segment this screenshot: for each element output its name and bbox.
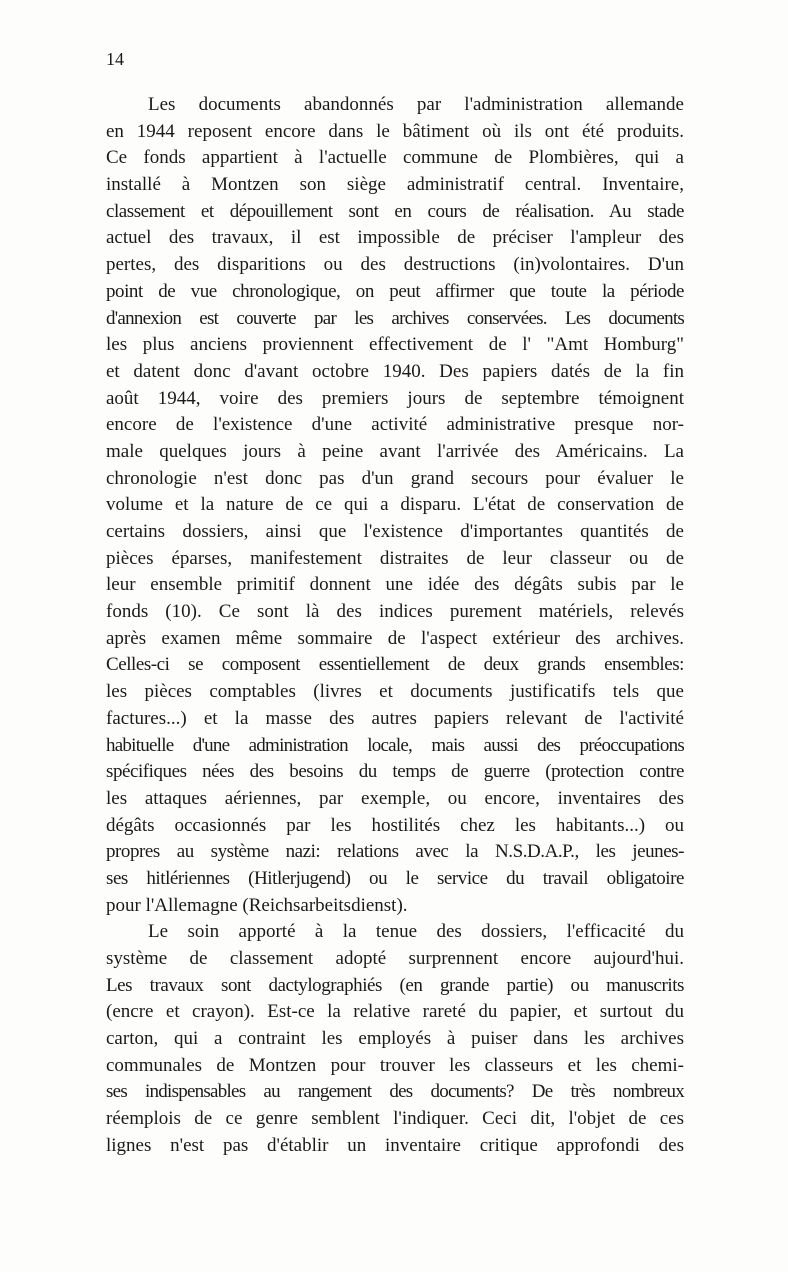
text-line: et datent donc d'avant octobre 1940. Des papiers datés de la fin: [106, 360, 684, 382]
text-line: pertes, des disparitions ou des destructions (in)volontaires. D'un: [106, 254, 684, 276]
text-line: Ce fonds appartient à l'actuelle commune de Plombières, qui a: [106, 147, 684, 169]
text-line: classement et dépouillement sont en cours de réalisation. Au stade: [106, 200, 684, 222]
text-line: Celles-ci se composent essentiellement de deux grands ensembles:: [106, 654, 684, 676]
text-line: Les travaux sont dactylographiés (en grande partie) ou manuscrits: [106, 974, 684, 996]
text-line: les pièces comptables (livres et documents justificatifs tels que: [106, 681, 684, 703]
text-line: réemplois de ce genre semblent l'indiquer. Ceci dit, l'objet de ces: [106, 1108, 684, 1130]
text-line: les plus anciens proviennent effectivement de l' "Amt Homburg": [106, 334, 684, 356]
page-number: 14: [106, 49, 124, 69]
text-line: pièces éparses, manifestement distraites de leur classeur ou de: [106, 547, 684, 569]
text-line: après examen même sommaire de l'aspect extérieur des archives.: [106, 627, 684, 649]
text-line: chronologie n'est donc pas d'un grand secours pour évaluer le: [106, 467, 684, 489]
text-line: communales de Montzen pour trouver les classeurs et les chemi-: [106, 1054, 684, 1076]
text-line: (encre et crayon). Est-ce la relative rareté du papier, et surtout du: [106, 1001, 684, 1023]
text-line: volume et la nature de ce qui a disparu. L'état de conservation de: [106, 494, 684, 516]
text-line: les attaques aériennes, par exemple, ou encore, inventaires des: [106, 787, 684, 809]
text-line: habituelle d'une administration locale, mais aussi des préoccupations: [106, 734, 684, 756]
text-line: ses indispensables au rangement des documents? De très nombreux: [106, 1081, 684, 1103]
text-line: Le soin apporté à la tenue des dossiers, l'efficacité du: [148, 921, 684, 943]
paragraph-2: [106, 919, 684, 1159]
text-line: actuel des travaux, il est impossible de préciser l'ampleur des: [106, 227, 684, 249]
paragraph-1: [106, 92, 684, 919]
text-line: point de vue chronologique, on peut affirmer que toute la période: [106, 280, 684, 302]
text-line: spécifiques nées des besoins du temps de guerre (protection contre: [106, 761, 684, 783]
text-line: propres au système nazi: relations avec la N.S.D.A.P., les jeunes-: [106, 841, 684, 863]
text-line: certains dossiers, ainsi que l'existence d'importantes quantités de: [106, 521, 684, 542]
text-line: août 1944, voire des premiers jours de septembre témoignent: [106, 387, 684, 409]
text-line: ses hitlériennes (Hitlerjugend) ou le service du travail obligatoire: [106, 867, 684, 889]
text-line: male quelques jours à peine avant l'arrivée des Américains. La: [106, 440, 684, 462]
text-line: d'annexion est couverte par les archives conservées. Les documents: [106, 307, 684, 329]
text-line: en 1944 reposent encore dans le bâtiment où ils ont été produits.: [106, 120, 684, 142]
text-line: factures...) et la masse des autres papiers relevant de l'activité: [106, 707, 684, 729]
text-line: fonds (10). Ce sont là des indices purement matériels, relevés: [106, 601, 684, 623]
text-line: encore de l'existence d'une activité administrative presque nor-: [106, 414, 684, 436]
body-text: [106, 92, 684, 1160]
text-line: système de classement adopté surprennent encore aujourd'hui.: [106, 948, 684, 969]
text-line: installé à Montzen son siège administratif central. Inventaire,: [106, 174, 684, 196]
text-line: dégâts occasionnés par les hostilités chez les habitants...) ou: [106, 814, 684, 836]
text-line: Les documents abandonnés par l'administration allemande: [148, 94, 684, 115]
text-line: leur ensemble primitif donnent une idée des dégâts subis par le: [106, 574, 684, 596]
text-line: carton, qui a contraint les employés à puiser dans les archives: [106, 1028, 684, 1050]
text-line: pour l'Allemagne (Reichsarbeitsdienst).: [106, 894, 408, 916]
text-line: lignes n'est pas d'établir un inventaire critique approfondi des: [106, 1134, 684, 1156]
